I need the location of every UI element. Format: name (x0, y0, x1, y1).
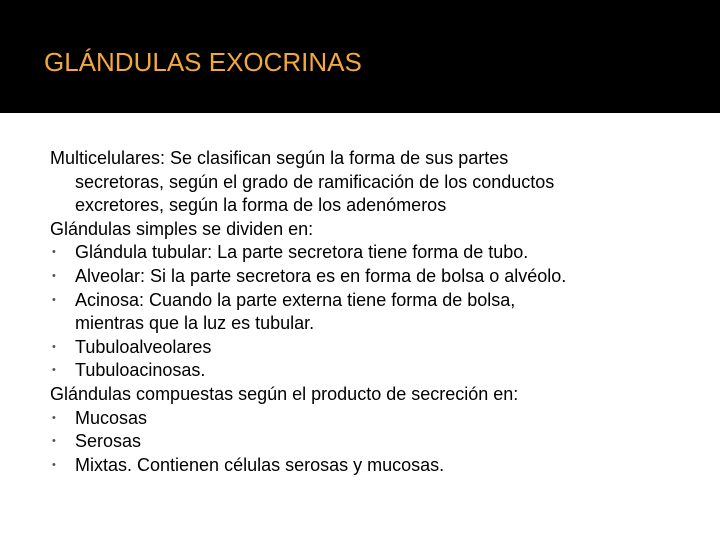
list-item-continuation: mientras que la luz es tubular. (75, 313, 315, 334)
slide-title: GLÁNDULAS EXOCRINAS (44, 47, 362, 77)
intro-line: Multicelulares: Se clasifican según la forma de sus partes (50, 148, 509, 168)
bullet-icon: • (52, 246, 56, 259)
list-item (50, 336, 690, 360)
bullet-icon: • (52, 458, 56, 471)
intro-line: excretores, según la forma de los adenómeros (75, 195, 447, 216)
title-bar (0, 0, 720, 113)
bullet-icon: • (52, 293, 56, 306)
list-item-text: Tubuloalveolares (75, 336, 212, 357)
bullet-icon: • (52, 364, 56, 377)
list-item (50, 430, 690, 454)
compuestas-heading: Glándulas compuestas según el producto de secreción en: (50, 383, 519, 404)
list-item-text: Tubuloacinosas. (75, 360, 206, 381)
bullet-icon: • (52, 340, 56, 353)
bullet-icon: • (52, 269, 56, 282)
list-item (50, 407, 690, 431)
list-item-text: Alveolar: Si la parte secretora es en forma de bolsa o alvéolo. (75, 265, 567, 286)
list-item-text: Mucosas (75, 407, 148, 428)
list-item (50, 265, 690, 289)
list-item (50, 359, 690, 383)
list-item-text: Mixtas. Contienen células serosas y mucosas. (75, 454, 445, 475)
list-item (50, 241, 690, 265)
bullet-icon: • (52, 411, 56, 424)
list-item-text: Glándula tubular: La parte secretora tiene forma de tubo. (75, 242, 529, 263)
list-item-text: Serosas (75, 431, 142, 452)
list-item (50, 454, 690, 478)
simples-heading: Glándulas simples se dividen en: (50, 218, 314, 239)
intro-line: secretoras, según el grado de ramificación de los conductos (75, 171, 555, 192)
list-item-text: Acinosa: Cuando la parte externa tiene forma de bolsa, (75, 289, 516, 310)
bullet-icon: • (52, 435, 56, 448)
list-item (50, 289, 690, 313)
slide-body (50, 147, 690, 477)
